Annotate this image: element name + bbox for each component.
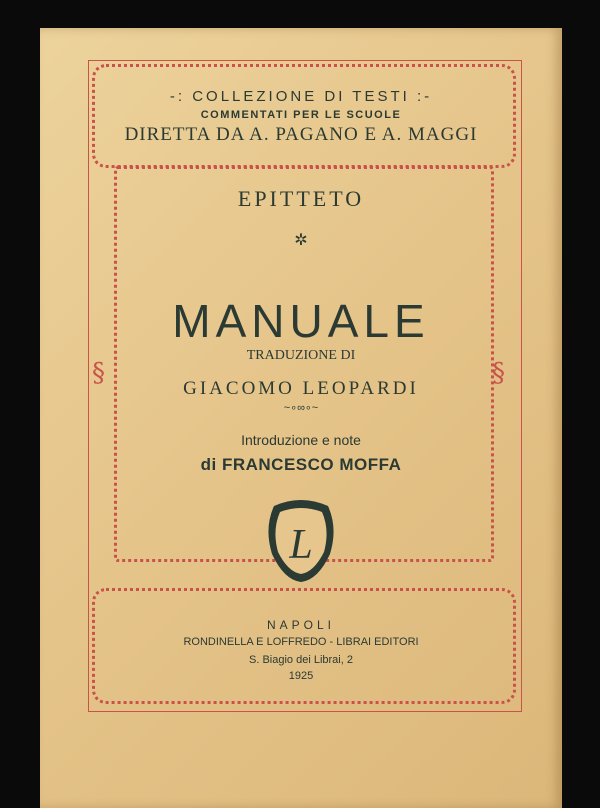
svg-text:L: L xyxy=(289,522,313,568)
book-title: MANUALE xyxy=(172,295,430,347)
publisher-address: S. Biagio dei Librai, 2 xyxy=(249,654,353,666)
divider-ornament: ~∘∞∘~ xyxy=(283,402,319,414)
publisher-name: RONDINELLA E LOFFREDO - LIBRAI EDITORI xyxy=(183,636,419,648)
publisher-logo-icon xyxy=(264,498,338,584)
series-title: -: COLLEZIONE DI TESTI :- xyxy=(169,88,433,105)
publisher-city: NAPOLI xyxy=(266,618,335,632)
translator: GIACOMO LEOPARDI xyxy=(183,378,419,399)
intro-label: Introduzione e note xyxy=(241,432,361,448)
right-scroll-ornament: § xyxy=(492,358,505,388)
author: EPITTETO xyxy=(237,186,365,211)
left-scroll-ornament: § xyxy=(92,358,105,388)
book-cover xyxy=(40,28,562,808)
publication-year: 1925 xyxy=(288,670,314,682)
series-editors: DIRETTA DA A. PAGANO E A. MAGGI xyxy=(124,124,478,145)
translation-label: TRADUZIONE DI xyxy=(246,348,356,363)
intro-author: di FRANCESCO MOFFA xyxy=(200,455,402,474)
separator-ornament: ✲ xyxy=(294,232,308,249)
series-subtitle: COMMENTATI PER LE SCUOLE xyxy=(200,109,402,121)
